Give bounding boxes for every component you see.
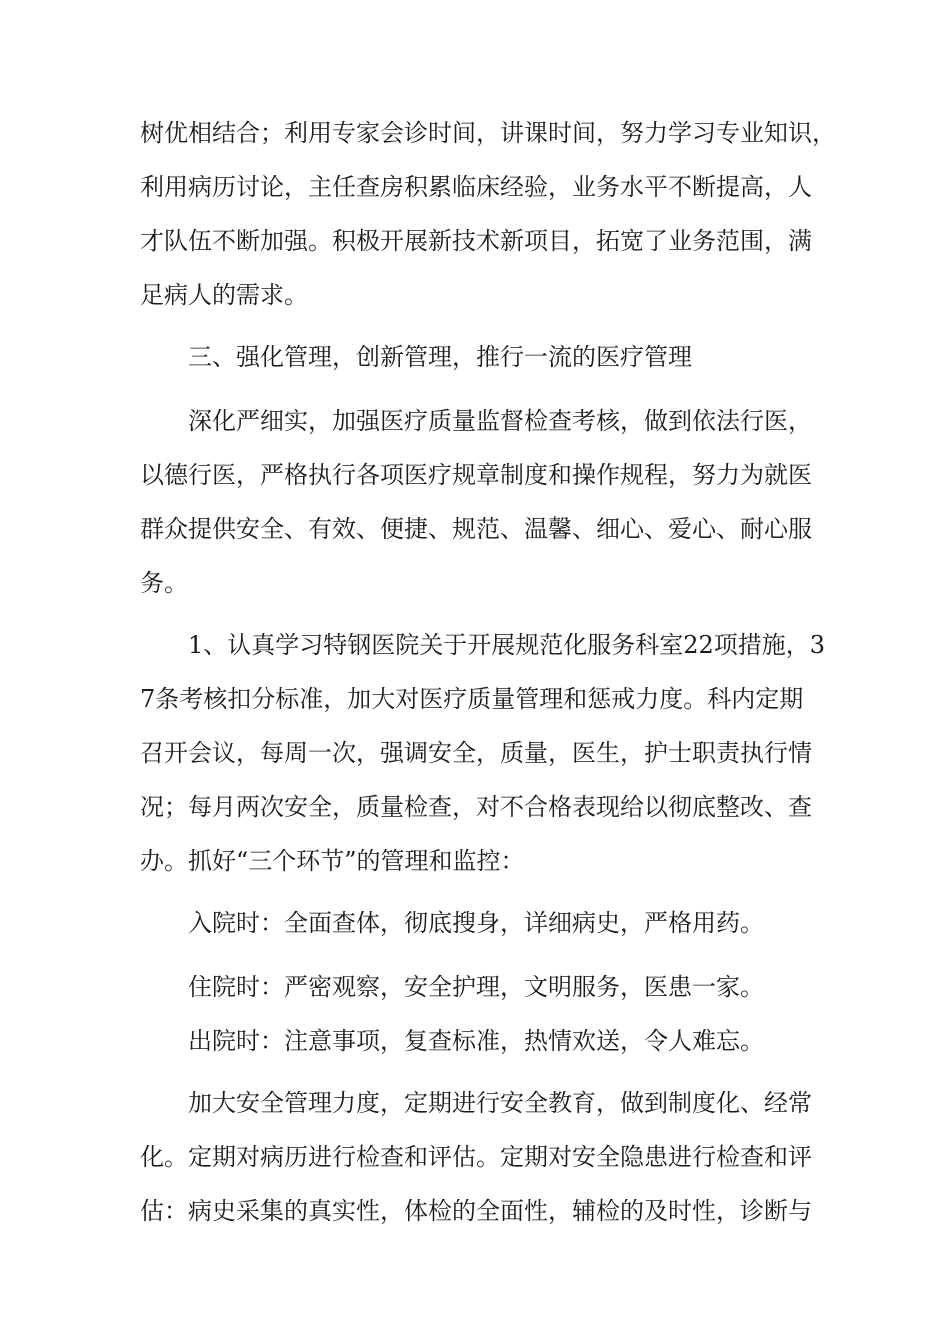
text-line: 估：病史采集的真实性，体检的全面性，辅检的及时性，诊断与: [140, 1197, 812, 1225]
text-line: 办。抓好“三个环节”的管理和监控：: [140, 847, 525, 875]
text-line: 化。定期对病历进行检查和评估。定期对安全隐患进行检查和评: [140, 1143, 812, 1171]
text-line: 加大安全管理力度，定期进行安全教育，做到制度化、经常: [188, 1089, 812, 1117]
text-line: 1、认真学习特钢医院关于开展规范化服务科室22项措施，3: [188, 631, 826, 659]
text-line: 足病人的需求。: [140, 281, 308, 309]
text-line: 才队伍不断加强。积极开展新技术新项目，拓宽了业务范围，满: [140, 227, 812, 255]
text-line: 出院时：注意事项，复查标准，热情欢送，令人难忘。: [188, 1027, 764, 1055]
text-line: 务。: [140, 569, 188, 597]
text-line: 况；每月两次安全，质量检查，对不合格表现给以彻底整改、查: [140, 793, 812, 821]
text-line: 住院时：严密观察，安全护理，文明服务，医患一家。: [188, 973, 764, 1001]
text-line: 入院时：全面查体，彻底搜身，详细病史，严格用药。: [188, 909, 764, 937]
text-line: 召开会议，每周一次，强调安全，质量，医生，护士职责执行情: [140, 739, 812, 767]
text-line: 树优相结合；利用专家会诊时间，讲课时间，努力学习专业知识，: [140, 119, 836, 147]
text-line: 深化严细实，加强医疗质量监督检查考核，做到依法行医，: [188, 407, 812, 435]
section-heading: 三、强化管理，创新管理，推行一流的医疗管理: [188, 343, 692, 371]
text-line: 群众提供安全、有效、便捷、规范、温馨、细心、爱心、耐心服: [140, 515, 812, 543]
text-line: 利用病历讨论，主任查房积累临床经验，业务水平不断提高，人: [140, 173, 812, 201]
text-line: 7条考核扣分标准，加大对医疗质量管理和惩戒力度。科内定期: [140, 685, 804, 713]
text-line: 以德行医，严格执行各项医疗规章制度和操作规程，努力为就医: [140, 461, 812, 489]
